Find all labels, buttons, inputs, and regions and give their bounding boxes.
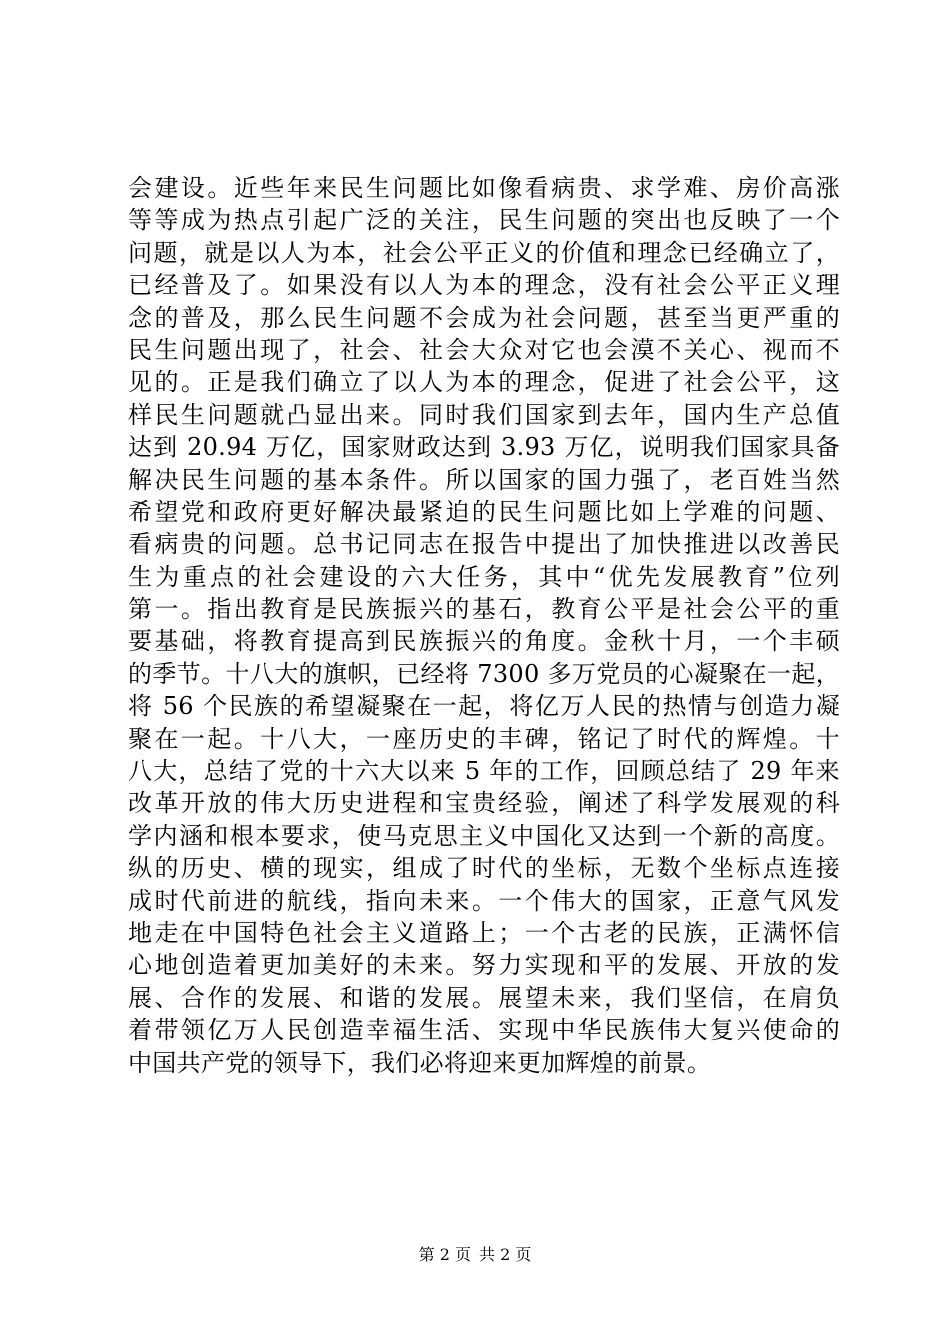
text-line: 中国共产党的领导下，我们必将迎来更加辉煌的前景。	[128, 1048, 712, 1077]
text-line: 着带领亿万人民创造幸福生活、实现中华民族伟大复兴使命的	[128, 1016, 840, 1045]
text-line: 的季节。十八大的旗帜，已经将 7300 多万党员的心凝聚在一起，	[128, 659, 840, 688]
text-line: 生为重点的社会建设的六大任务，其中“优先发展教育”位列	[128, 562, 840, 591]
page-footer	[0, 1244, 950, 1266]
text-line: 展、合作的发展、和谐的发展。展望未来，我们坚信，在肩负	[128, 983, 840, 1012]
text-line: 希望党和政府更好解决最紧迫的民生问题比如上学难的问题、	[128, 497, 840, 526]
text-line: 改革开放的伟大历史进程和宝贵经验，阐述了科学发展观的科	[128, 789, 840, 818]
text-line: 念的普及，那么民生问题不会成为社会问题，甚至当更严重的	[128, 303, 840, 332]
text-line: 民生问题出现了，社会、社会大众对它也会漠不关心、视而不	[128, 335, 840, 364]
text-line: 心地创造着更加美好的未来。努力实现和平的发展、开放的发	[128, 951, 840, 980]
text-line: 已经普及了。如果没有以人为本的理念，没有社会公平正义理	[128, 271, 840, 300]
text-line: 等等成为热点引起广泛的关注，民生问题的突出也反映了一个	[128, 206, 840, 235]
text-line: 聚在一起。十八大，一座历史的丰碑，铭记了时代的辉煌。十	[128, 724, 840, 753]
text-line: 纵的历史、横的现实，组成了时代的坐标，无数个坐标点连接	[128, 854, 840, 883]
text-line: 样民生问题就凸显出来。同时我们国家到去年，国内生产总值	[128, 400, 840, 429]
body-text	[128, 172, 840, 1079]
text-line: 解决民生问题的基本条件。所以国家的国力强了，老百姓当然	[128, 465, 840, 494]
text-line: 问题，就是以人为本，社会公平正义的价值和理念已经确立了，	[128, 238, 840, 267]
text-line: 见的。正是我们确立了以人为本的理念，促进了社会公平，这	[128, 368, 840, 397]
text-line: 会建设。近些年来民生问题比如像看病贵、求学难、房价高涨	[128, 174, 840, 202]
text-line: 八大，总结了党的十六大以来 5 年的工作，回顾总结了 29 年来	[128, 757, 840, 786]
text-line: 看病贵的问题。总书记同志在报告中提出了加快推进以改善民	[128, 530, 840, 559]
text-line: 成时代前进的航线，指向未来。一个伟大的国家，正意气风发	[128, 886, 840, 915]
text-line: 学内涵和根本要求，使马克思主义中国化又达到一个新的高度。	[128, 821, 840, 850]
page-number: 第 2 页	[418, 1245, 471, 1264]
text-line: 地走在中国特色社会主义道路上；一个古老的民族，正满怀信	[128, 918, 840, 947]
text-line: 达到 20.94 万亿，国家财政达到 3.93 万亿，说明我们国家具备	[128, 433, 840, 462]
text-line: 将 56 个民族的希望凝聚在一起，将亿万人民的热情与创造力凝	[128, 692, 840, 721]
text-line: 第一。指出教育是民族振兴的基石，教育公平是社会公平的重	[128, 595, 840, 624]
text-line: 要基础，将教育提高到民族振兴的角度。金秋十月，一个丰硕	[128, 627, 840, 656]
page-total: 共 2 页	[479, 1245, 532, 1264]
